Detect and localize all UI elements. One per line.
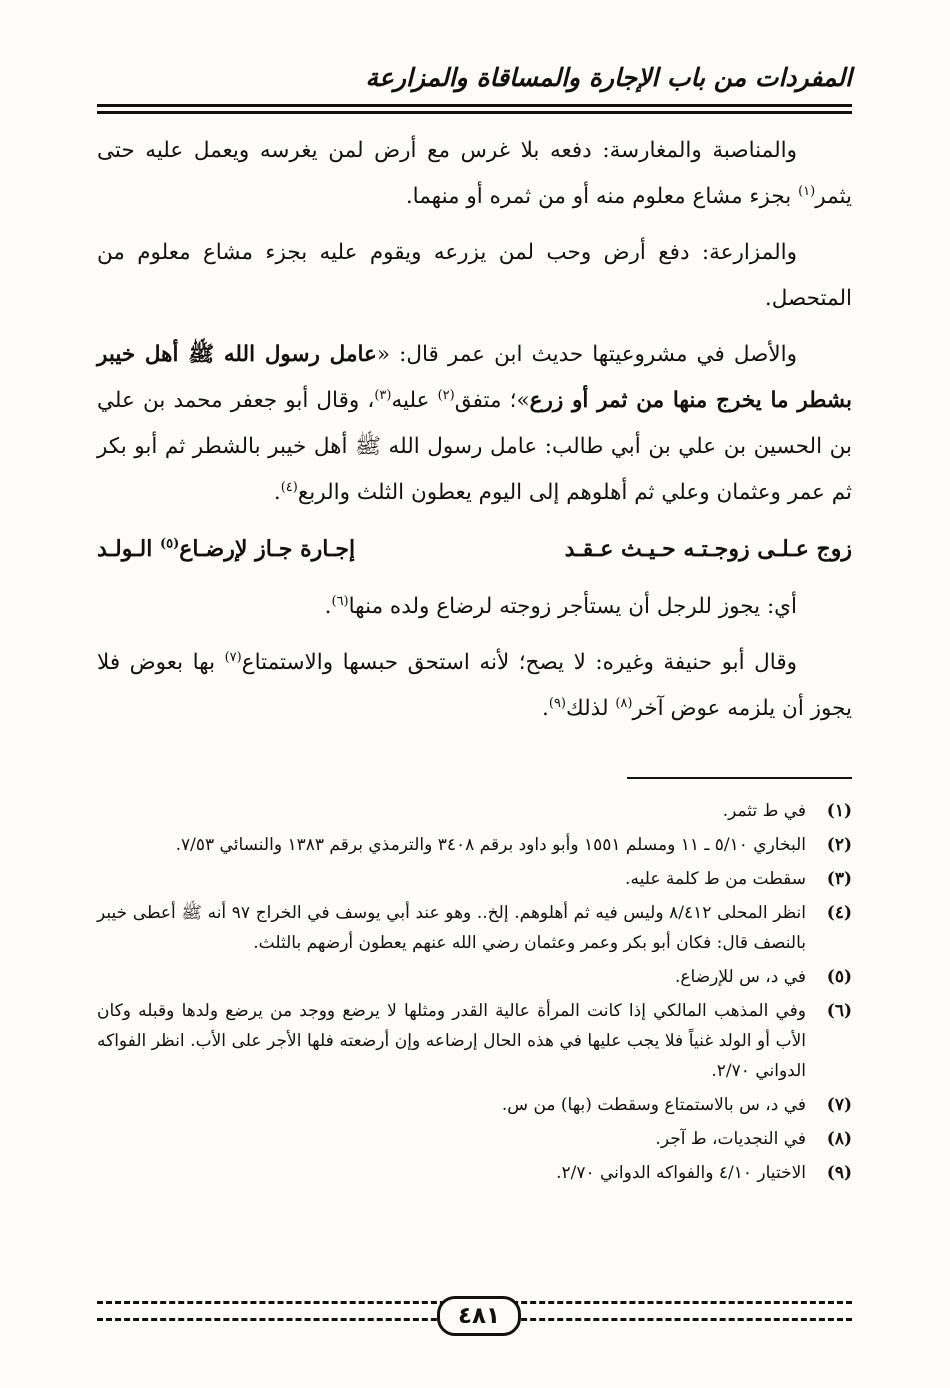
verse-hemistich-left: إجـارة جـاز لإرضـاع$^{(٥)}$ الـولـد (97, 536, 356, 562)
main-text (97, 128, 852, 742)
footnote-text: في د، س بالاستمتاع وسقطت (بها) من س. (501, 1095, 806, 1115)
footnote-text: سقطت من ط كلمة عليه. (625, 869, 806, 889)
footnotes (97, 796, 852, 1192)
paragraph-munasaba: والمناصبة والمغارسة: دفعه بلا غرس مع أرض لمن يغرسه ويعمل عليه حتى يثمر$^{(١)}$ بجزء مشاع معلوم منه أو من ثمره أو منهما. (97, 138, 852, 209)
paragraph-asl: والأصل في مشروعيتها حديث ابن عمر قال: «عامل رسول الله ﷺ أهل خيبر بشطر ما يخرج منها من ثمر أو زرع»؛ متفق$^{(٢)}$ عليه$^{(٣)}$، وقال أبو جعفر محمد بن علي بن الحسين بن علي بن أبي طالب: عامل رسول الله ﷺ أهل خيبر بالشطر ثم أبو بكر ثم عمر وعثمان وعلي ثم أهلوهم إلى اليوم يعطون الثلث والربع$^{(٤)}$. (97, 342, 852, 505)
footnote-number: (٣) (826, 869, 852, 889)
footnote-item (97, 898, 852, 958)
footnote-number: (٤) (826, 903, 852, 923)
footnote-item (97, 962, 852, 992)
footnote-text: في ط تثمر. (722, 801, 806, 821)
paragraph-explanation: أي: يجوز للرجل أن يستأجر زوجته لرضاع ولده منها$^{(٦)}$. (324, 593, 797, 619)
footnote-number: (٥) (826, 967, 852, 987)
paragraph-abu-hanifa: وقال أبو حنيفة وغيره: لا يصح؛ لأنه استحق حبسها والاستمتاع$^{(٧)}$ بها بعوض فلا يجوز أن يلزمه عوض آخر$^{(٨)}$ لذلك$^{(٩)}$. (97, 649, 852, 721)
footnote-ref-6[interactable]: (٦) (331, 593, 349, 609)
footnote-ref-5[interactable]: (٥) (159, 536, 180, 552)
footnote-number: (٧) (826, 1095, 852, 1115)
footnote-item (97, 864, 852, 894)
footnote-number: (١) (826, 801, 852, 821)
footnote-number: (٦) (826, 1001, 852, 1021)
verse-line (97, 526, 852, 572)
footnote-ref-4[interactable]: (٤) (280, 479, 298, 495)
footnote-item (97, 996, 852, 1086)
verse-hemistich-right: زوج عـلـى زوجـتـه حـيـث عـقـد (564, 536, 852, 562)
header-rule-bottom (97, 111, 852, 114)
footnote-separator (627, 777, 852, 779)
footnote-item (97, 1124, 852, 1154)
footnote-text: في د، س للإرضاع. (674, 967, 806, 987)
footnote-ref-9[interactable]: (٩) (548, 695, 566, 711)
footnote-text: وفي المذهب المالكي إذا كانت المرأة عالية القدر ومثلها لا يرضع ووجد من يرضع ولدها وقبله وكان الأب أو الولد غنياً فلا يجب عليها في هذه الحال إرضاعه وإن أرضعته فلها الأجر على الأب. انظر الفواكه الدواني ٢/٧٠. (97, 1001, 806, 1081)
hadith-quote: عامل رسول الله ﷺ أهل خيبر بشطر ما يخرج منها من ثمر أو زرع (97, 342, 852, 413)
footnote-ref-8[interactable]: (٨) (615, 695, 633, 711)
footnote-ref-3[interactable]: (٣) (374, 387, 392, 403)
footnote-number: (٢) (826, 835, 852, 855)
footnote-text: الاختيار ٤/١٠ والفواكه الدواني ٢/٧٠. (556, 1163, 806, 1183)
footnote-ref-1[interactable]: (١) (798, 183, 816, 199)
footnote-text: البخاري ٥/١٠ ـ ١١ ومسلم ١٥٥١ وأبو داود برقم ٣٤٠٨ والترمذي برقم ١٣٨٣ والنسائي ٧/٥٣. (175, 835, 806, 855)
footnote-number: (٨) (826, 1129, 852, 1149)
footnote-ref-7[interactable]: (٧) (224, 649, 242, 665)
footnote-number: (٩) (826, 1163, 852, 1183)
header-rule-top (97, 104, 852, 107)
footnote-text: انظر المحلى ٨/٤١٢ وليس فيه ثم أهلوهم. إلخ.. وهو عند أبي يوسف في الخراج ٩٧ أنه ﷺ أعطى خيبر بالنصف قال: فكان أبو بكر وعمر وعثمان رضي الله عنهم يعطون أرضهم بالثلث. (97, 903, 806, 953)
page-number: ٤٨١ (437, 1296, 521, 1336)
footnote-item (97, 1090, 852, 1120)
footnote-text: في النجديات، ط آجر. (655, 1129, 806, 1149)
footnote-item (97, 1158, 852, 1188)
footnote-item (97, 796, 852, 826)
paragraph-muzaraa: والمزارعة: دفع أرض وحب لمن يزرعه ويقوم عليه بجزء مشاع معلوم من المتحصل. (97, 240, 852, 311)
footnote-item (97, 830, 852, 860)
running-header: المفردات من باب الإجارة والمساقاة والمزارعة (365, 63, 852, 92)
footnote-ref-2[interactable]: (٢) (437, 387, 455, 403)
